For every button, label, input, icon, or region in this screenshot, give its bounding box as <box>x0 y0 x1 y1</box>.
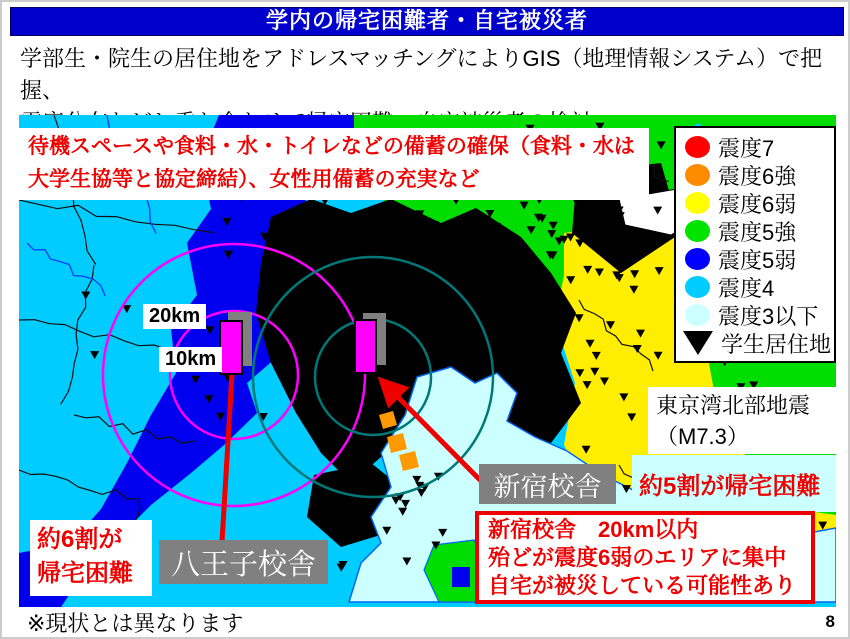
intensity-5weak-swatch-icon <box>685 248 710 270</box>
intensity-4-swatch-icon <box>685 276 710 298</box>
legend-box <box>674 126 836 363</box>
campus-label-hachioji: 八王子校舎 <box>159 540 328 584</box>
intensity-6strong-swatch-icon <box>685 164 710 186</box>
intensity-5strong-swatch-icon <box>685 220 710 242</box>
stat-badge-shinjuku: 約5割が帰宅困難 <box>632 455 836 512</box>
campus-marker-shinjuku <box>355 313 386 373</box>
legend-item-intensity5weak: 震度5弱 <box>685 245 830 273</box>
ring-label-20km: 20km <box>143 304 206 329</box>
intensity-6weak-swatch-icon <box>685 192 710 214</box>
legend-item-intensity6strong: 震度6強 <box>685 161 830 189</box>
earthquake-name: 東京湾北部地震 <box>656 393 811 418</box>
legend-item-intensity5strong: 震度5強 <box>685 217 830 245</box>
callout-line-2: 殆どが震度6弱のエリアに集中 <box>488 545 787 570</box>
seismic-intensity-map <box>19 115 836 607</box>
campus-label-shinjuku: 新宿校舎 <box>479 464 616 504</box>
shinjuku-callout-box <box>475 511 815 604</box>
earthquake-magnitude: （M7.3） <box>656 424 749 449</box>
ring-label-10km: 10km <box>159 347 222 372</box>
campus-marker-hachioji <box>220 312 252 374</box>
callout-line-1: 新宿校舎 20km以内 <box>488 517 699 542</box>
legend-item-intensity6weak: 震度6弱 <box>685 189 830 217</box>
legend-item-intensity3: 震度3以下 <box>685 301 830 329</box>
page-title: 学内の帰宅困難者・自宅被災者 <box>265 8 588 33</box>
stat-badge-hachioji: 約6割が 帰宅困難 <box>30 520 152 596</box>
callout-line-3: 自宅が被災している可能性あり <box>488 573 797 598</box>
title-bar <box>10 7 844 36</box>
legend-item-intensity7: 震度7 <box>685 133 830 161</box>
epicenter-info-box <box>648 387 836 454</box>
body-line-1: 学部生・院生の居住地をアドレスマッチングによりGIS（地理情報システム）で把握、 <box>20 46 823 103</box>
legend-item-intensity4: 震度4 <box>685 273 830 301</box>
legend-item-residence: 学生居住地 <box>685 329 830 357</box>
intensity-7-swatch-icon <box>685 136 710 158</box>
triangle-down-icon <box>683 331 713 355</box>
intensity-3below-swatch-icon <box>685 304 710 326</box>
footnote: ※現状とは異なります <box>27 611 244 636</box>
miura-blue-patch <box>452 567 470 587</box>
note-line-2: 大学生協等と協定締結）、女性用備蓄の充実など <box>28 168 480 191</box>
page-number: 8 <box>825 612 835 631</box>
note-line-1: 待機スペースや食料・水・トイレなどの備蓄の確保（食料・水は <box>28 135 635 158</box>
preparedness-note <box>19 128 649 200</box>
